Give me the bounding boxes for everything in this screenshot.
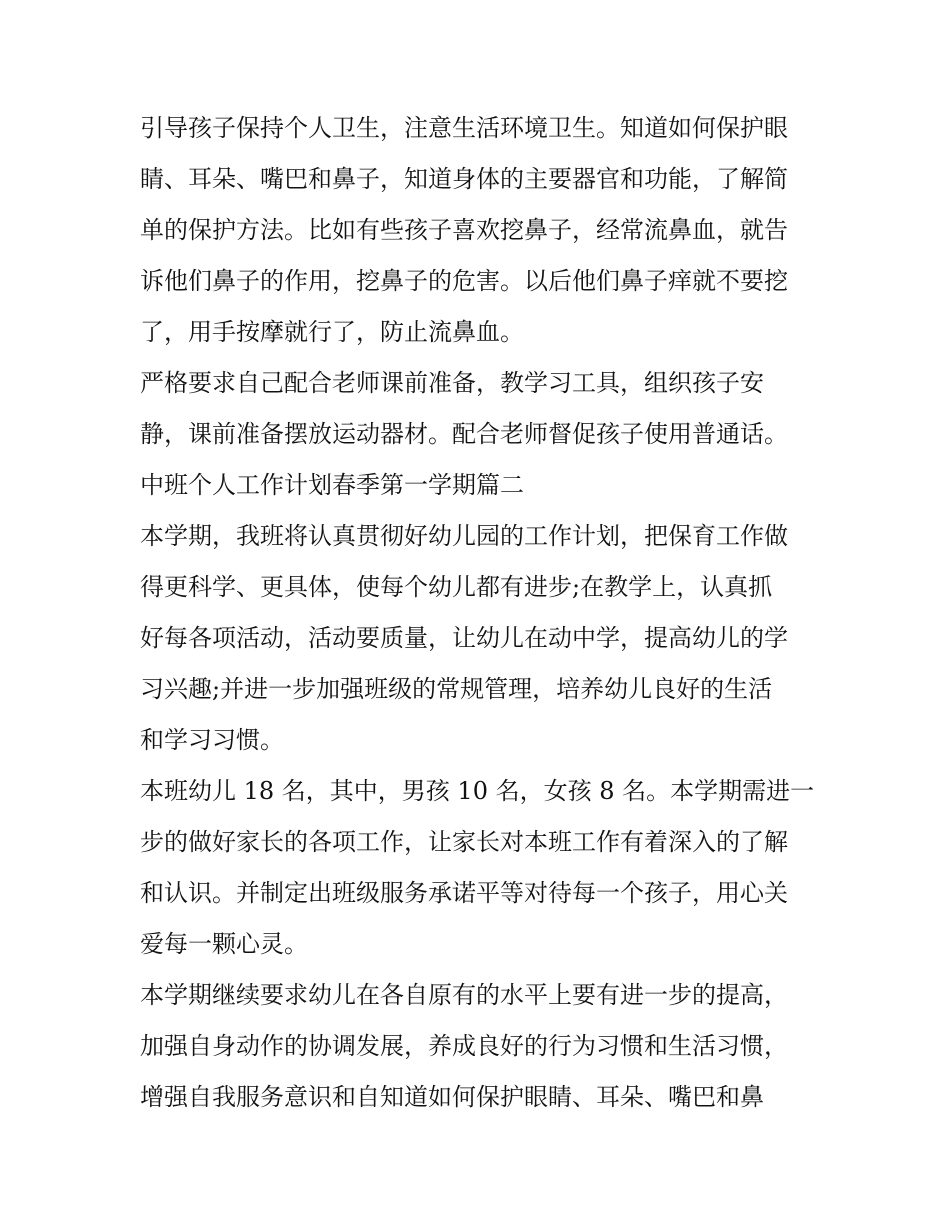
document-body [140,103,820,1123]
text-line: 本学期继续要求幼儿在各自原有的水平上要有进一步的提高， [140,981,788,1009]
text-line: 加强自身动作的协调发展，养成良好的行为习惯和生活习惯， [140,1032,788,1060]
text-line: 引导孩子保持个人卫生，注意生活环境卫生。知道如何保护眼 [140,114,788,142]
text-line: 静，课前准备摆放运动器材。配合老师督促孩子使用普通话。 [140,420,788,448]
text-line: 单的保护方法。比如有些孩子喜欢挖鼻子，经常流鼻血，就告 [140,216,788,244]
text-line: 了，用手按摩就行了，防止流鼻血。 [140,318,524,346]
text-line: 本学期，我班将认真贯彻好幼儿园的工作计划，把保育工作做 [140,522,788,550]
text-line: 习兴趣;并进一步加强班级的常规管理，培养幼儿良好的生活 [140,675,773,703]
text-line: 本班幼儿 18 名，其中，男孩 10 名，女孩 8 名。本学期需进一 [140,777,815,805]
text-line: 严格要求自己配合老师课前准备，教学习工具，组织孩子安 [140,369,764,397]
text-line: 和认识。并制定出班级服务承诺平等对待每一个孩子，用心关 [140,879,788,907]
text-line: 步的做好家长的各项工作，让家长对本班工作有着深入的了解 [140,828,788,856]
text-line: 好每各项活动，活动要质量，让幼儿在动中学，提高幼儿的学 [140,624,788,652]
text-line: 睛、耳朵、嘴巴和鼻子，知道身体的主要器官和功能，了解简 [140,165,788,193]
text-line: 增强自我服务意识和自知道如何保护眼睛、耳朵、嘴巴和鼻 [140,1083,764,1111]
text-line: 和学习习惯。 [140,726,284,754]
text-line: 爱每一颗心灵。 [140,930,308,958]
section-heading: 中班个人工作计划春季第一学期篇二 [140,471,524,499]
text-line: 得更科学、更具体，使每个幼儿都有进步;在教学上，认真抓 [140,573,773,601]
text-line: 诉他们鼻子的作用，挖鼻子的危害。以后他们鼻子痒就不要挖 [140,267,788,295]
